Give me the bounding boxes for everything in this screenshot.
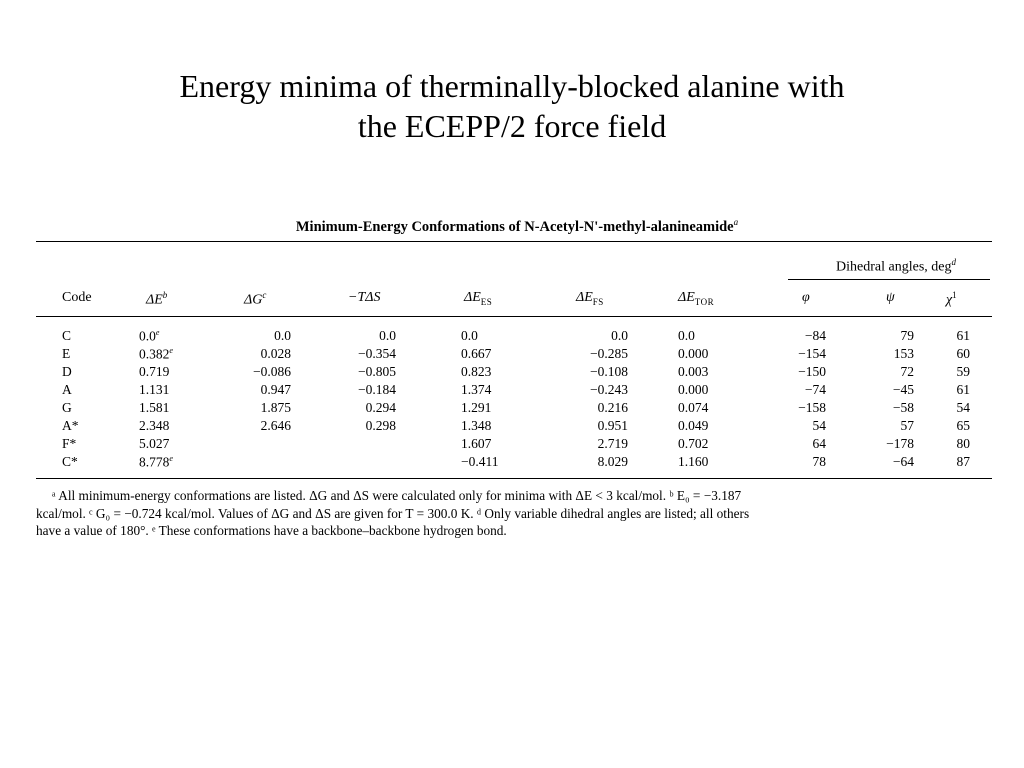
table-cell-delta-e-tor (678, 418, 738, 434)
table-cell-value: 60 (956, 346, 970, 361)
table-caption (36, 217, 998, 236)
table-cell-psi (846, 400, 914, 416)
table-cell-phi (760, 328, 826, 344)
table-cell-value: 1.607 (461, 436, 492, 451)
table-cell-value: −0.411 (461, 454, 499, 469)
table-cell-delta-e-fs (564, 382, 628, 398)
table-cell-psi (846, 346, 914, 362)
table-cell-delta-g (231, 382, 291, 398)
table-cell-value: −58 (892, 400, 914, 415)
slide-title-line-1: Energy minima of therminally-blocked alanine with (179, 68, 845, 104)
table-cell-code (62, 418, 122, 434)
footnote-line-1: ᵃ All minimum-energy conformations are listed. ΔG and ΔS were calculated only for minima with ΔE < 3 kcal/mol. ᵇ E₀ = −3.187 (52, 488, 742, 503)
table-cell-value: 0.702 (678, 436, 709, 451)
column-header-mark: TOR (694, 296, 715, 307)
table-cell-value: 1.131 (139, 382, 170, 397)
table-cell-code (62, 364, 122, 380)
table-cell-delta-e-fs (564, 400, 628, 416)
table-cell-value: F* (62, 436, 77, 451)
column-header-mark: c (262, 290, 267, 300)
table-cell-chi1 (926, 382, 970, 398)
table-cell-value: 61 (956, 328, 970, 343)
table-cell-chi1 (926, 328, 970, 344)
table-row (36, 436, 998, 454)
table-cell-value: 0.000 (678, 382, 709, 397)
column-header-label: −TΔS (348, 290, 381, 305)
table-cell-delta-e-tor (678, 364, 738, 380)
table-cell-delta-g (231, 328, 291, 344)
column-header-label: ΔE (678, 290, 695, 305)
table-cell-delta-g (231, 346, 291, 362)
table-row (36, 328, 998, 346)
table-cell-value: 0.823 (461, 364, 492, 379)
table-cell-value: 0.000 (678, 346, 709, 361)
table-cell-code (62, 454, 122, 470)
table-row (36, 346, 998, 364)
table-cell-phi (760, 346, 826, 362)
table-cell-minus-t-delta-s (326, 364, 396, 380)
table-cell-phi (760, 400, 826, 416)
table-cell-value: −0.108 (590, 364, 628, 379)
table-cell-psi (846, 364, 914, 380)
table-cell-phi (760, 454, 826, 470)
column-header-delta-e-fs (576, 290, 604, 307)
table-cell-chi1 (926, 346, 970, 362)
dihedral-group-header-note: d (951, 257, 956, 267)
table-cell-minus-t-delta-s (326, 328, 396, 344)
table-cell-phi (760, 382, 826, 398)
table-cell-value: 59 (956, 364, 970, 379)
table-cell-delta-e-es (461, 328, 521, 344)
table-cell-value: 64 (812, 436, 826, 451)
table-cell-delta-e-es (461, 364, 521, 380)
table-row (36, 418, 998, 436)
table-cell-delta-e (139, 436, 199, 452)
table-cell-chi1 (926, 400, 970, 416)
table-cell-value: 1.581 (139, 400, 170, 415)
table-cell-value: 0.947 (260, 382, 291, 397)
table-cell-value: 0.951 (597, 418, 628, 433)
table-cell-value: 54 (812, 418, 826, 433)
column-header-label: χ (946, 292, 953, 308)
table-cell-value: −158 (798, 400, 826, 415)
table-cell-value: G (62, 400, 72, 415)
table-cell-delta-e (139, 400, 199, 416)
row-footnote-mark: e (169, 454, 173, 463)
table-row (36, 382, 998, 400)
table-footnotes (36, 487, 996, 540)
table-bottom-rule (36, 478, 992, 479)
column-header-mark: ES (480, 296, 493, 307)
table-cell-code (62, 382, 122, 398)
table-cell-phi (760, 436, 826, 452)
table-cell-value: 0.074 (678, 400, 709, 415)
table-cell-chi1 (926, 436, 970, 452)
table-cell-psi (846, 328, 914, 344)
table-cell-delta-e-tor (678, 382, 738, 398)
slide-title-line-2: the ECEPP/2 force field (357, 108, 667, 144)
table-cell-delta-e-tor (678, 328, 738, 344)
table-cell-code (62, 436, 122, 452)
column-header-mark: b (162, 290, 168, 300)
table-cell-value: 0.028 (260, 346, 291, 361)
table-cell-delta-e-fs (564, 364, 628, 380)
table-cell-psi (846, 454, 914, 470)
table-cell-value: 0.216 (597, 400, 628, 415)
table-cell-delta-e (139, 346, 199, 363)
table-cell-value: 78 (812, 454, 826, 469)
column-header-label: ΔE (464, 290, 481, 305)
table-cell-delta-e-tor (678, 436, 738, 452)
table-cell-delta-e-fs (564, 418, 628, 434)
table-cell-value: A* (62, 418, 79, 433)
table-cell-psi (846, 418, 914, 434)
table-cell-value: C (62, 328, 72, 343)
table-cell-value: −64 (892, 454, 914, 469)
table-cell-value: −178 (886, 436, 914, 451)
table-cell-value: 2.719 (597, 436, 628, 451)
table-cell-delta-e-tor (678, 400, 738, 416)
table-cell-chi1 (926, 364, 970, 380)
table-row (36, 364, 998, 382)
table-row (36, 400, 998, 418)
table-cell-value: −0.086 (253, 364, 291, 379)
table-cell-delta-e (139, 418, 199, 434)
column-header-label: Code (62, 290, 92, 305)
table-cell-delta-e-es (461, 454, 521, 470)
table-cell-code (62, 400, 122, 416)
column-header-label: ψ (886, 290, 895, 305)
table-cell-delta-e (139, 328, 199, 345)
dihedral-group-header (796, 257, 996, 276)
table-cell-phi (760, 418, 826, 434)
column-header-delta-e-es (464, 290, 492, 307)
column-header-minus-t-delta-s (348, 290, 380, 306)
table-cell-value: 0.0 (139, 328, 156, 344)
table-cell-value: −0.354 (358, 346, 396, 361)
dihedral-group-rule (788, 279, 990, 280)
table-cell-value: 0.298 (365, 418, 396, 433)
table-cell-delta-e-es (461, 436, 521, 452)
column-header-label: ΔG (244, 292, 263, 308)
table-cell-value: 65 (956, 418, 970, 433)
row-footnote-mark: e (169, 346, 173, 355)
table-cell-code (62, 328, 122, 344)
table-cell-minus-t-delta-s (326, 346, 396, 362)
table-cell-delta-e-es (461, 418, 521, 434)
table-cell-value: −74 (804, 382, 826, 397)
table-cell-value: 61 (956, 382, 970, 397)
column-header-mark: FS (592, 296, 604, 307)
table-cell-value: A (62, 382, 72, 397)
table-cell-psi (846, 382, 914, 398)
header-bottom-rule (36, 316, 992, 317)
table-cell-value: 1.348 (461, 418, 492, 433)
table-cell-delta-e-tor (678, 346, 738, 362)
column-header-label: ΔE (576, 290, 593, 305)
table-cell-value: −0.805 (358, 364, 396, 379)
table-cell-value: 5.027 (139, 436, 170, 451)
table-cell-value: 1.160 (678, 454, 709, 469)
column-header-mark: 1 (952, 290, 957, 300)
table-cell-value: 0.003 (678, 364, 709, 379)
table-cell-value: 2.348 (139, 418, 170, 433)
table-cell-value: −84 (804, 328, 826, 343)
footnote-line-2: kcal/mol. ᶜ G₀ = −0.724 kcal/mol. Values of ΔG and ΔS are given for T = 300.0 K. ᵈ Only variable dihedral angles are listed; all others (36, 505, 750, 521)
table-cell-value: 2.646 (260, 418, 291, 433)
table-cell-value: −45 (892, 382, 914, 397)
table-cell-value: 1.374 (461, 382, 492, 397)
table-cell-value: 0.0 (678, 328, 695, 343)
table-cell-value: C* (62, 454, 78, 469)
table-cell-delta-e-es (461, 346, 521, 362)
table-cell-value: 80 (956, 436, 970, 451)
table-cell-delta-g (231, 418, 291, 434)
table-cell-value: 0.049 (678, 418, 709, 433)
table-cell-value: 0.382 (139, 346, 170, 362)
table-cell-delta-e-es (461, 400, 521, 416)
column-header-chi1 (946, 290, 957, 309)
table-cell-value: 0.294 (365, 400, 396, 415)
column-header-phi (802, 290, 810, 306)
table-cell-value: 8.778 (139, 454, 170, 470)
table-cell-value: 1.875 (260, 400, 291, 415)
table-cell-delta-e (139, 382, 199, 398)
table-cell-delta-g (231, 364, 291, 380)
table-cell-value: 87 (956, 454, 970, 469)
table-cell-value: −0.184 (358, 382, 396, 397)
table-cell-phi (760, 364, 826, 380)
table-cell-delta-e-tor (678, 454, 738, 470)
table-cell-minus-t-delta-s (326, 382, 396, 398)
table-cell-delta-e-fs (564, 436, 628, 452)
table-cell-value: −0.243 (590, 382, 628, 397)
table-cell-value: 0.0 (379, 328, 396, 343)
table-cell-value: 153 (893, 346, 914, 361)
column-header-label: ΔE (146, 292, 163, 308)
table-cell-value: 79 (900, 328, 914, 343)
table-cell-value: 0.0 (461, 328, 478, 343)
table-caption-text: Minimum-Energy Conformations of N-Acetyl-N'-methyl-alanineamide (295, 218, 734, 235)
table-cell-value: 54 (956, 400, 970, 415)
table-cell-value: −154 (798, 346, 826, 361)
table-cell-delta-e-fs (564, 454, 628, 470)
table-cell-value: D (62, 364, 72, 379)
column-header-label: φ (802, 290, 810, 305)
table-cell-delta-e-es (461, 382, 521, 398)
table-cell-psi (846, 436, 914, 452)
table-cell-value: E (62, 346, 71, 361)
table-top-rule (36, 241, 992, 242)
column-header-delta-e-tor (678, 290, 714, 307)
dihedral-group-header-text: Dihedral angles, deg (836, 259, 952, 275)
table-cell-delta-g (231, 400, 291, 416)
table-row (36, 454, 998, 472)
slide-title (0, 66, 1024, 146)
column-header-delta-g (244, 290, 266, 309)
row-footnote-mark: e (155, 328, 160, 337)
table-cell-value: 72 (900, 364, 914, 379)
table-caption-note: a (733, 217, 739, 227)
table-cell-value: 8.029 (597, 454, 628, 469)
table-cell-value: 0.0 (611, 328, 628, 343)
table-cell-value: 0.719 (139, 364, 170, 379)
table-cell-value: −0.285 (590, 346, 628, 361)
table-cell-delta-e-fs (564, 346, 628, 362)
table-cell-delta-e (139, 454, 199, 471)
table-cell-value: 0.0 (274, 328, 291, 343)
column-header-code (62, 290, 92, 306)
footnote-line-3: have a value of 180°. ᵉ These conformations have a backbone–backbone hydrogen bond. (36, 523, 507, 538)
table-cell-minus-t-delta-s (326, 418, 396, 434)
table-cell-delta-e (139, 364, 199, 380)
table-cell-delta-e-fs (564, 328, 628, 344)
table-cell-chi1 (926, 418, 970, 434)
table-cell-value: 57 (900, 418, 914, 433)
table-cell-value: 0.667 (461, 346, 492, 361)
column-header-psi (886, 290, 895, 306)
column-header-delta-e (146, 290, 167, 309)
table-cell-value: 1.291 (461, 400, 492, 415)
table-cell-minus-t-delta-s (326, 400, 396, 416)
table-cell-value: −150 (798, 364, 826, 379)
table-cell-code (62, 346, 122, 362)
table-cell-chi1 (926, 454, 970, 470)
